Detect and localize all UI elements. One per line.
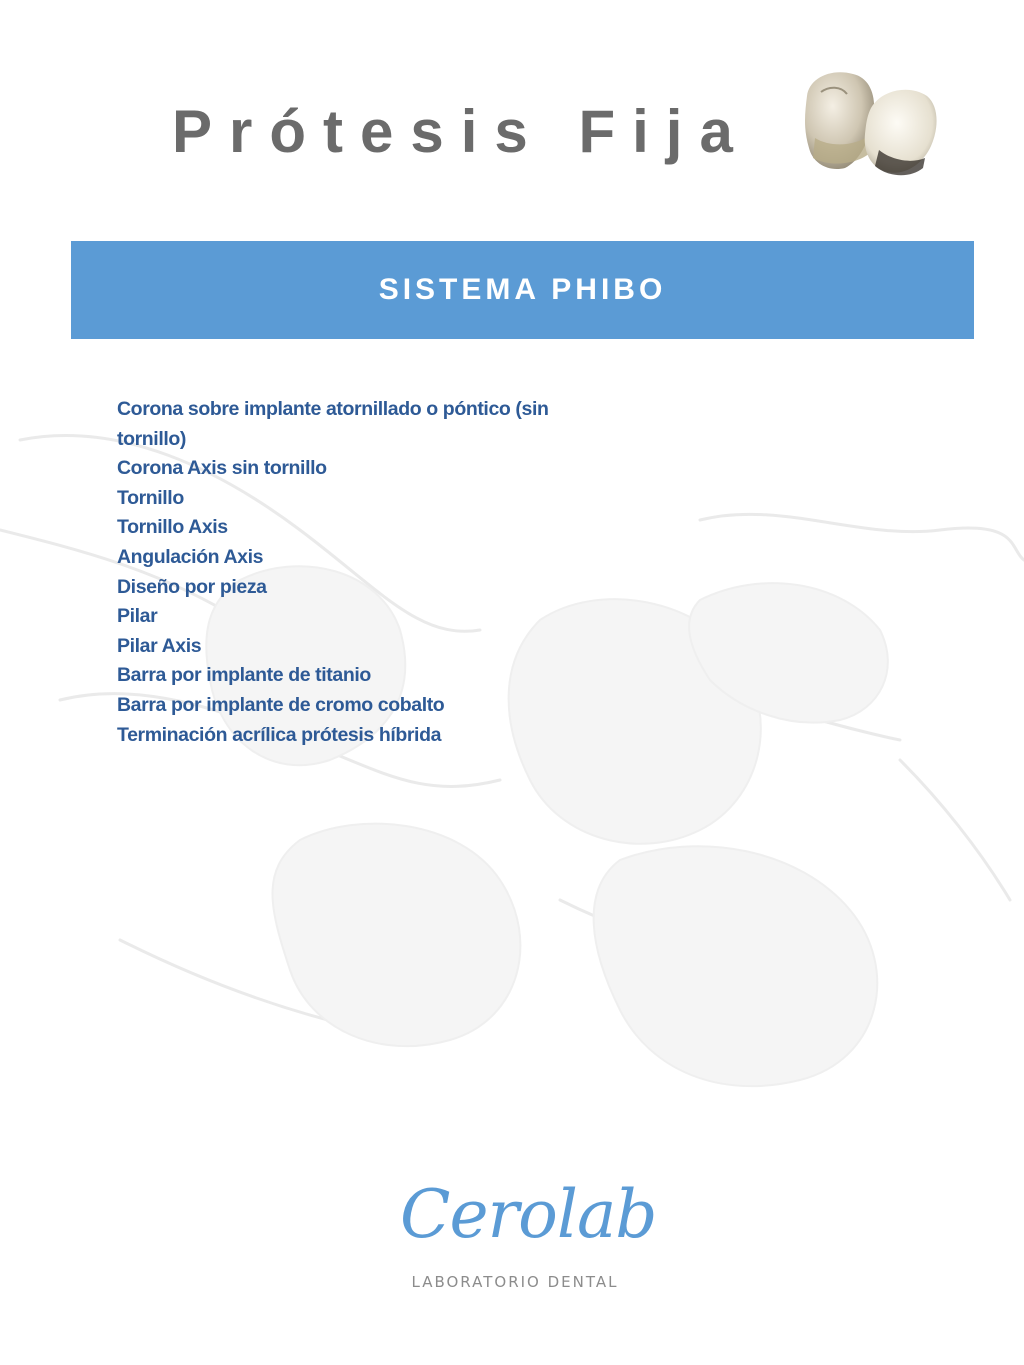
service-list [117,395,587,750]
list-item: Tornillo Axis [117,516,228,539]
list-item: Pilar [117,605,158,628]
list-item: Corona sobre implante atornillado o póntico (sin tornillo) [117,398,549,450]
list-item: Angulación Axis [117,545,264,568]
logo-name: Cerolab [400,1176,657,1253]
section-title: SISTEMA PHIBO [378,273,667,306]
section-banner [71,241,974,339]
list-item: Tornillo [117,486,184,509]
list-item: Diseño por pieza [117,575,267,598]
list-item: Pilar Axis [117,634,202,657]
cerolab-logo [400,1165,657,1300]
logo-subtitle: LABORATORIO DENTAL [411,1273,619,1291]
list-item: Terminación acrílica prótesis híbrida [117,723,442,746]
page-title: Prótesis Fija [172,98,750,165]
dental-crowns-image [801,68,941,180]
list-item: Corona Axis sin tornillo [117,457,327,480]
list-item: Barra por implante de titanio [117,664,371,687]
list-item: Barra por implante de cromo cobalto [117,693,445,716]
